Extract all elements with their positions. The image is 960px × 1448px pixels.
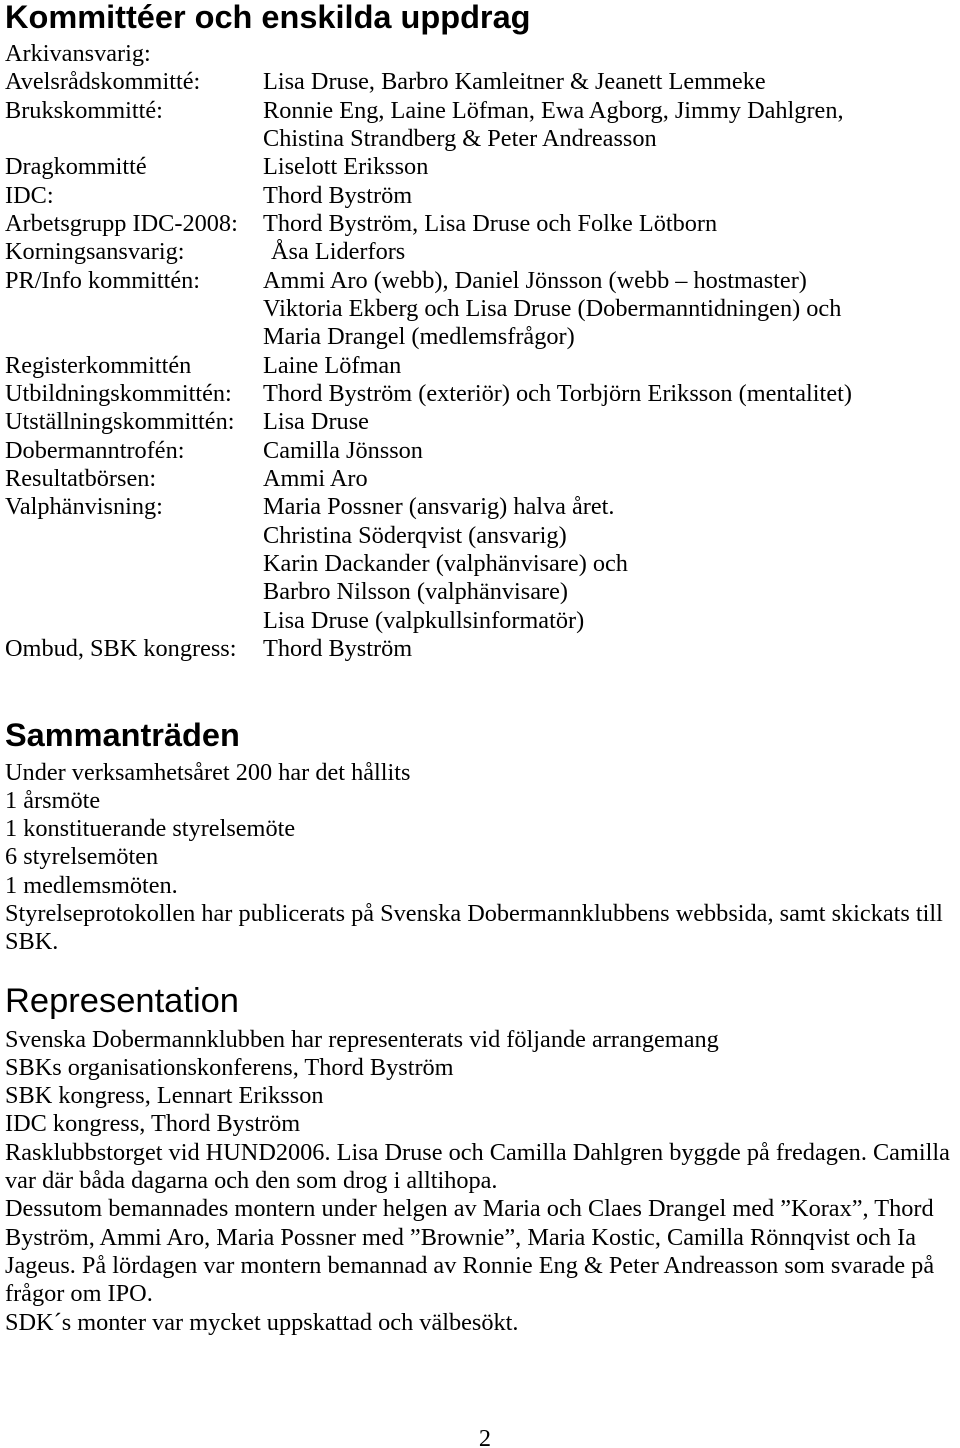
committee-members (263, 437, 423, 465)
committee-members (263, 493, 628, 635)
committee-member-line: Thord Byström (263, 634, 413, 662)
meetings-line: Under verksamhetsåret 200 har det hållits (5, 758, 411, 786)
meetings-line: 1 konstituerande styrelsemöte (5, 815, 296, 843)
committee-member-line: Maria Possner (ansvarig) halva året. (263, 493, 615, 521)
representation-line: Byström, Ammi Aro, Maria Possner med ”Brownie”, Maria Kostic, Camilla Rönnqvist och Ia (5, 1223, 917, 1251)
committee-member-line: Ammi Aro (263, 464, 368, 492)
committee-label: Dragkommitté (5, 153, 147, 181)
committee-row (5, 238, 852, 266)
committee-list (5, 40, 852, 663)
committee-row (5, 68, 852, 96)
meetings-line: 1 årsmöte (5, 786, 101, 814)
committee-row (5, 153, 852, 181)
committee-label: Korningsansvarig: (5, 238, 185, 266)
committee-label: Utbildningskommittén: (5, 379, 232, 407)
committee-member-line: Åsa Liderfors (271, 238, 406, 266)
meetings-line: 6 styrelsemöten (5, 843, 159, 871)
representation-line: SBKs organisationskonferens, Thord Byström (5, 1053, 454, 1081)
committee-label: Resultatbörsen: (5, 464, 157, 492)
committee-row (5, 635, 852, 663)
committee-members (263, 635, 412, 663)
representation-line: IDC kongress, Thord Byström (5, 1110, 301, 1138)
committee-member-line: Lisa Druse (valpkullsinformatör) (263, 606, 585, 634)
committee-member-line: Camilla Jönsson (263, 436, 423, 464)
committee-member-line: Thord Byström (263, 181, 413, 209)
committee-label: Registerkommittén (5, 351, 192, 379)
committee-members (263, 408, 369, 436)
committee-member-line: Thord Byström, Lisa Druse och Folke Lötborn (263, 209, 718, 237)
committee-row (5, 408, 852, 436)
committee-label: Valphänvisning: (5, 493, 163, 521)
committee-members (263, 465, 368, 493)
committee-member-line: Lisa Druse (263, 408, 369, 436)
committee-members (263, 153, 428, 181)
committee-member-line: Ronnie Eng, Laine Löfman, Ewa Agborg, Jimmy Dahlgren, (263, 96, 844, 124)
committee-label: PR/Info kommittén: (5, 266, 201, 294)
committee-member-line: Lisa Druse, Barbro Kamleitner & Jeanett Lemmeke (263, 68, 766, 96)
committee-member-line: Viktoria Ekberg och Lisa Druse (Dobermanntidningen) och (263, 294, 842, 322)
meetings-line: SBK. (5, 928, 59, 956)
committee-row (5, 182, 852, 210)
committees-heading: Kommittéer och enskilda uppdrag (5, 0, 531, 35)
committee-row (5, 352, 852, 380)
committee-row (5, 380, 852, 408)
committee-member-line: Thord Byström (exteriör) och Torbjörn Eriksson (mentalitet) (263, 379, 852, 407)
committee-label: Brukskommitté: (5, 96, 163, 124)
committee-members (263, 352, 401, 380)
representation-line: var där båda dagarna och den som drog i alltihopa. (5, 1167, 498, 1195)
representation-line: Rasklubbstorget vid HUND2006. Lisa Druse och Camilla Dahlgren byggde på fredagen. Camilla (5, 1138, 950, 1166)
representation-text (5, 1026, 950, 1338)
representation-line: frågor om IPO. (5, 1280, 153, 1308)
committee-members (263, 210, 717, 238)
committee-members (263, 238, 405, 266)
committee-member-line: Laine Löfman (263, 351, 402, 379)
committee-members (263, 97, 844, 154)
meetings-line: 1 medlemsmöten. (5, 871, 178, 899)
committee-members (263, 68, 766, 96)
committee-label: IDC: (5, 181, 54, 209)
meetings-text (5, 759, 943, 957)
committee-row (5, 465, 852, 493)
committee-row (5, 97, 852, 154)
committee-members (263, 267, 841, 352)
committee-label: Dobermanntrofén: (5, 436, 185, 464)
committee-member-line: Ammi Aro (webb), Daniel Jönsson (webb – hostmaster) (263, 266, 807, 294)
meetings-line: Styrelseprotokollen har publicerats på Svenska Dobermannklubbens webbsida, samt skickats till (5, 900, 943, 928)
committee-member-line: Christina Söderqvist (ansvarig) (263, 521, 567, 549)
committee-member-line: Chistina Strandberg & Peter Andreasson (263, 124, 657, 152)
committee-label: Ombud, SBK kongress: (5, 634, 237, 662)
meetings-heading: Sammanträden (5, 716, 240, 753)
committee-row (5, 210, 852, 238)
committee-row (5, 267, 852, 352)
representation-line: Dessutom bemannades montern under helgen av Maria och Claes Drangel med ”Korax”, Thord (5, 1195, 934, 1223)
representation-line: SBK kongress, Lennart Eriksson (5, 1082, 324, 1110)
committee-row (5, 40, 852, 68)
representation-heading: Representation (5, 982, 239, 1020)
committee-label: Arbetsgrupp IDC-2008: (5, 209, 238, 237)
committee-member-line: Liselott Eriksson (263, 153, 429, 181)
representation-line: SDK´s monter var mycket uppskattad och välbesökt. (5, 1308, 519, 1336)
page-number: 2 (478, 1424, 492, 1448)
committee-row (5, 437, 852, 465)
committee-member-line: Barbro Nilsson (valphänvisare) (263, 578, 568, 606)
committee-member-line: Karin Dackander (valphänvisare) och (263, 549, 628, 577)
committee-label: Utställningskommittén: (5, 408, 235, 436)
committee-label: Arkivansvarig: (5, 40, 151, 67)
committee-members (263, 380, 852, 408)
committee-members (263, 182, 412, 210)
representation-line: Svenska Dobermannklubben har representerats vid följande arrangemang (5, 1025, 719, 1053)
committee-row (5, 493, 852, 635)
representation-line: Jageus. På lördagen var montern bemannad av Ronnie Eng & Peter Andreasson som svarade på (5, 1252, 935, 1280)
committee-label: Avelsrådskommitté: (5, 68, 201, 96)
committee-member-line: Maria Drangel (medlemsfrågor) (263, 323, 575, 351)
